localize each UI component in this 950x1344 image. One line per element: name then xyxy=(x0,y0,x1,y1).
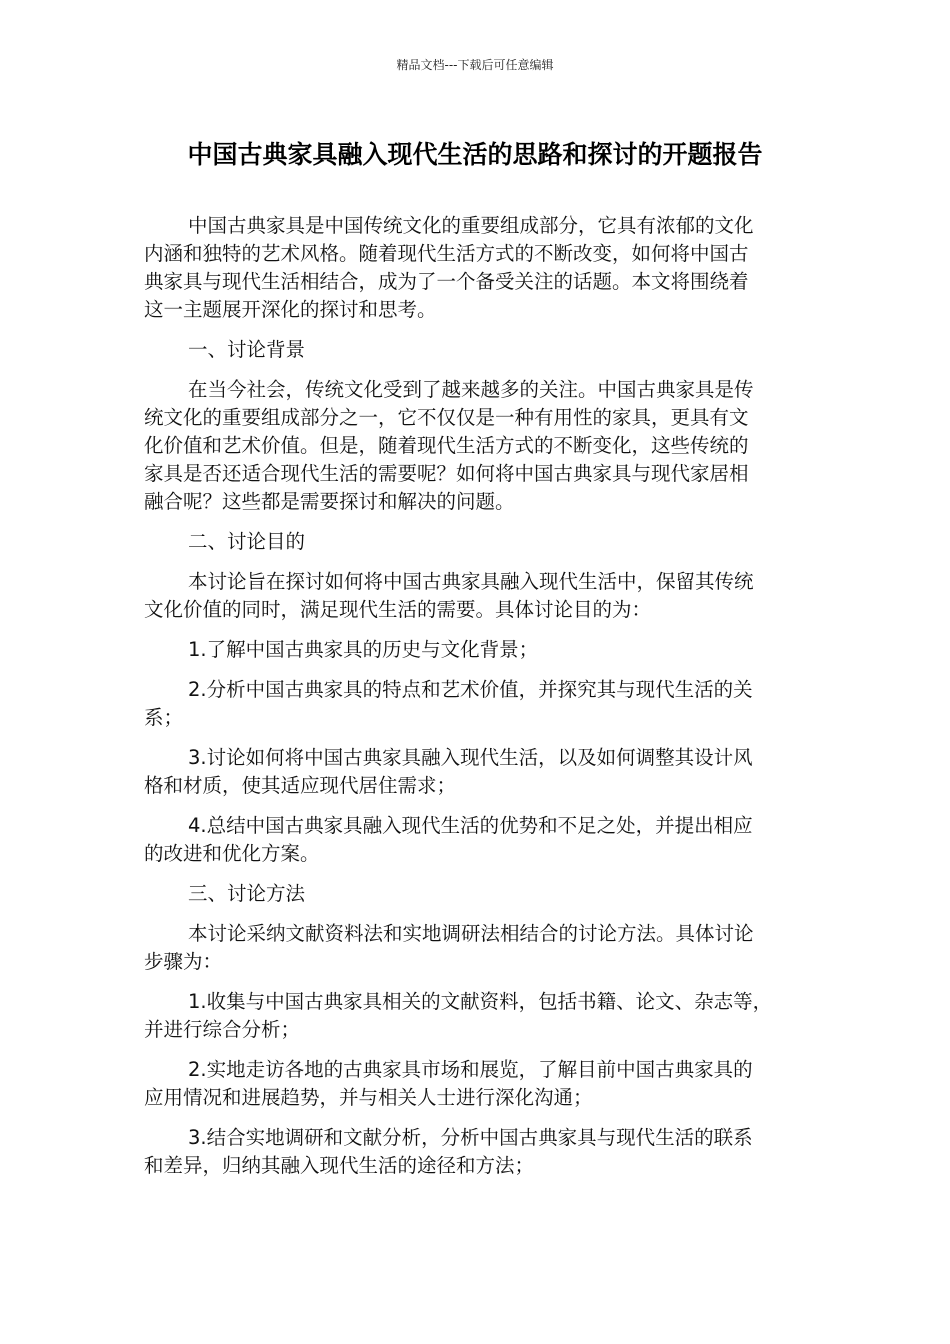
document-body xyxy=(144,212,792,1192)
method-step-1: 1.收集与中国古典家具相关的文献资料，包括书籍、论文、杂志等， 并进行综合分析； xyxy=(144,990,773,1041)
section-heading-method: 三、讨论方法 xyxy=(188,882,306,905)
purpose-item-2: 2.分析中国古典家具的特点和艺术价值，并探究其与现代生活的关 系； xyxy=(144,678,753,729)
background-paragraph: 在当今社会，传统文化受到了越来越多的关注。中国古典家具是传 统文化的重要组成部分之一，它不仅仅是一种有用性的家具，更具有文 化价值和艺术价值。但是，随着现代生活方式的不断变化，这些传统的 家具是否还适合现代生活的需要呢？如何将中国古典家具与现代家居相 融合呢？这些都是需要探讨和解决的问题。 xyxy=(144,378,754,513)
method-step-3: 3.结合实地调研和文献分析，分析中国古典家具与现代生活的联系 和差异，归纳其融入现代生活的途径和方法； xyxy=(144,1126,753,1177)
purpose-paragraph: 本讨论旨在探讨如何将中国古典家具融入现代生活中，保留其传统 文化价值的同时，满足现代生活的需要。具体讨论目的为： xyxy=(144,570,754,621)
method-step-2: 2.实地走访各地的古典家具市场和展览，了解目前中国古典家具的 应用情况和进展趋势，并与相关人士进行深化沟通； xyxy=(144,1058,753,1109)
method-paragraph: 本讨论采纳文献资料法和实地调研法相结合的讨论方法。具体讨论 步骤为： xyxy=(144,922,754,973)
purpose-item-1: 1.了解中国古典家具的历史与文化背景； xyxy=(188,638,539,661)
document-title: 中国古典家具融入现代生活的思路和探讨的开题报告 xyxy=(187,140,763,169)
section-heading-purpose: 二、讨论目的 xyxy=(188,530,306,553)
section-heading-background: 一、讨论背景 xyxy=(188,338,306,361)
purpose-item-3: 3.讨论如何将中国古典家具融入现代生活，以及如何调整其设计风 格和材质，使其适应现代居住需求； xyxy=(144,746,753,797)
intro-paragraph: 中国古典家具是中国传统文化的重要组成部分，它具有浓郁的文化 内涵和独特的艺术风格。随着现代生活方式的不断改变，如何将中国古 典家具与现代生活相结合，成为了一个备受关注的话题。本文将围绕着 这一主题展开深化的探讨和思考。 xyxy=(144,214,754,321)
purpose-item-4: 4.总结中国古典家具融入现代生活的优势和不足之处，并提出相应 的改进和优化方案。 xyxy=(144,814,753,865)
page-header: 精品文档---下载后可任意编辑 xyxy=(396,58,554,72)
